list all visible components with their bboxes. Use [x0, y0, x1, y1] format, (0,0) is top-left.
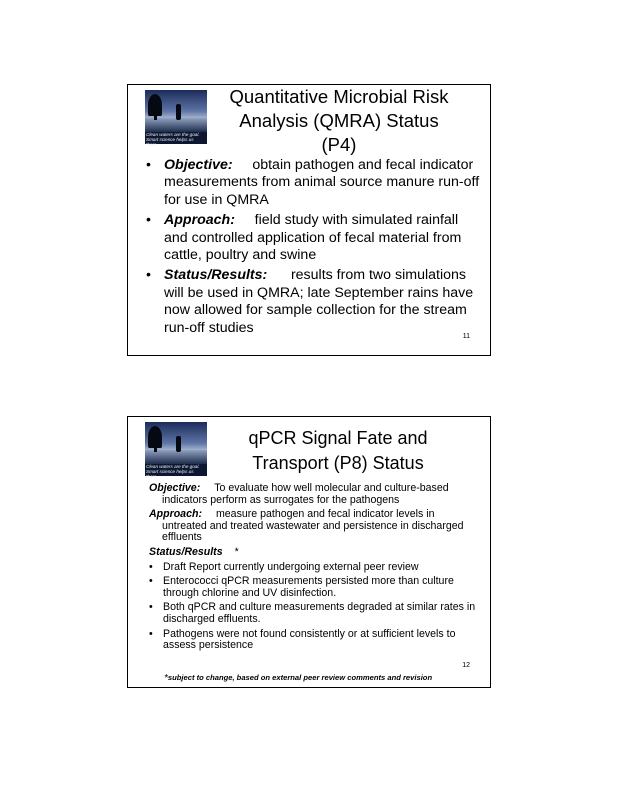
title-line: (P4) [321, 134, 357, 155]
bullet-text: results from two simulations will be used in QMRA; late September rains have now allowed for sample collection for the stream run-off studies [164, 267, 474, 336]
bullet-label: Objective: [164, 157, 233, 173]
objective-label: Objective: [149, 482, 201, 494]
title-line: Analysis (QMRA) Status [239, 110, 439, 131]
approach-text: measure pathogen and fecal indicator levels in untreated and treated wastewater and persistence in discharged effluents [162, 508, 464, 544]
list-item: • Enterococci qPCR measurements persisted more than culture through chlorine and UV disinfection. [149, 576, 479, 599]
list-item: • Draft Report currently undergoing external peer review [149, 562, 479, 574]
objective-paragraph [149, 483, 479, 506]
slide-title [223, 426, 453, 476]
logo-caption: Clean waters are the goal. Smart science helps us there. [146, 132, 200, 147]
bullet-text: field study with simulated rainfall and controlled application of fecal material from cattle, poultry and swine [164, 212, 462, 264]
bullet-text: obtain pathogen and fecal indicator measurements from animal source manure run-off for use in QMRA [164, 157, 480, 208]
bullet-label: Status/Results: [164, 267, 268, 284]
list-item: • Both qPCR and culture measurements degraded at similar rates in discharged effluents. [149, 602, 479, 625]
slide-11 [127, 84, 491, 356]
slide-title [214, 85, 464, 157]
bullet-approach [140, 212, 480, 264]
title-line: qPCR Signal Fate and [248, 428, 428, 448]
status-bullet-list [149, 562, 479, 652]
logo-caption: Clean waters are the goal. Smart science helps us there. [146, 464, 200, 479]
bullet-list [140, 157, 480, 340]
slide-12 [127, 416, 491, 688]
footnote [164, 673, 432, 684]
footnote-asterisk: * [164, 673, 168, 684]
footnote-text: subject to change, based on external peer review comments and revision [167, 673, 433, 682]
bullet-label: Approach: [164, 212, 235, 229]
watershed-logo-image [145, 422, 207, 479]
status-heading [149, 547, 479, 559]
bullet-status [140, 267, 480, 337]
watershed-logo-image [145, 90, 207, 147]
objective-text: To evaluate how well molecular and culture-based indicators perform as surrogates for the pathogens [162, 482, 449, 506]
slide-body [149, 483, 479, 655]
title-line: Transport (P8) Status [252, 453, 424, 473]
slide-number: 12 [462, 662, 470, 669]
bullet-objective [140, 157, 480, 209]
list-item: • Pathogens were not found consistently or at sufficient levels to assess persistence [149, 629, 479, 652]
status-label: Status/Results [149, 545, 223, 558]
title-line: Quantitative Microbial Risk [229, 86, 449, 107]
status-asterisk: * [234, 545, 239, 558]
approach-paragraph [149, 509, 479, 544]
slide-number: 11 [462, 333, 470, 340]
approach-label: Approach: [149, 508, 202, 521]
